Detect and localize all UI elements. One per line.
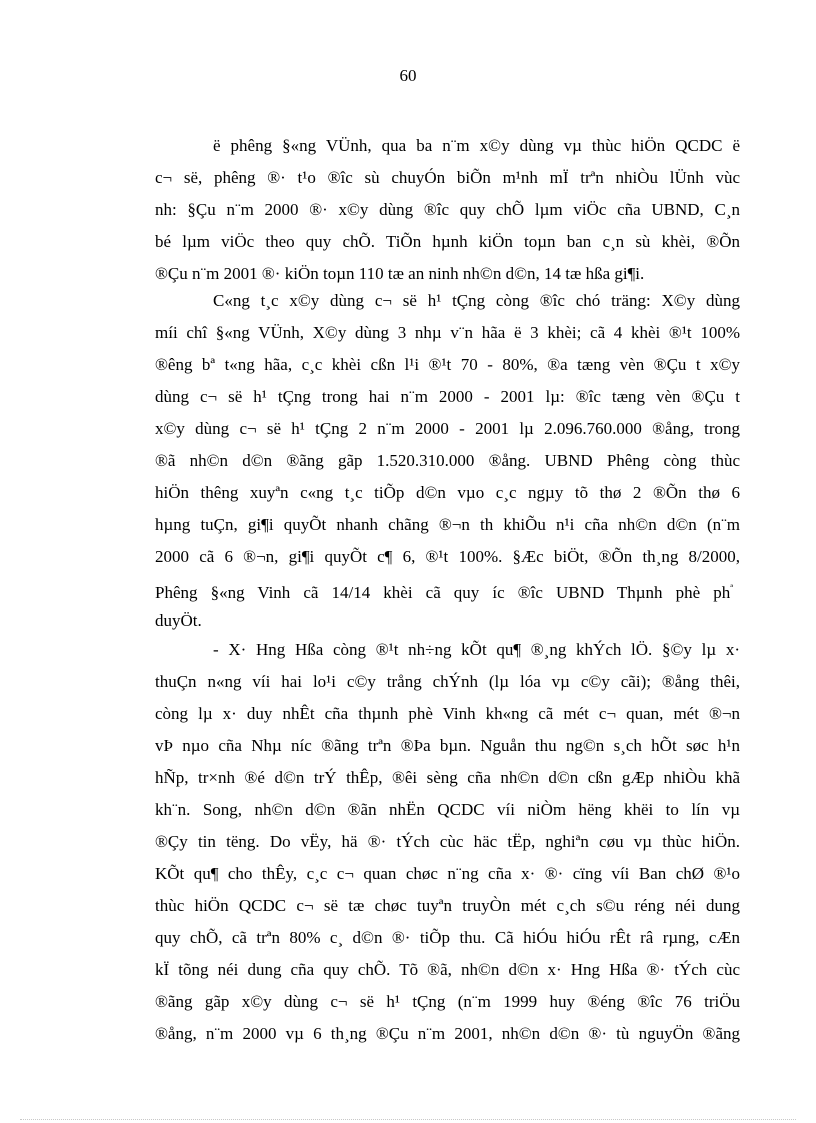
text-line: thùc hiÖn QCDC c¬ së tæ chøc tuyªn truyÒn mét c¸ch s©u réng néi dung [155,896,740,915]
text-line: ë phêng §«ng VÜnh, qua ba n¨m x©y dùng vµ thùc hiÖn QCDC ë [213,136,740,155]
text-line: KÕt qu¶ cho thÊy, c¸c c¬ quan chøc n¨ng cña x· ®· cïng víi Ban chØ ®¹o [155,864,740,883]
text-line: dùng c¬ së h¹ tÇng trong hai n¨m 2000 - 2001 lµ: ®îc tæng vèn ®Çu t [155,387,740,406]
text-line: ®Çy tin tëng. Do vËy, hä ®· tÝch cùc häc tËp, nghiªn cøu vµ thùc hiÖn. [155,832,740,851]
text-line: kÏ tõng néi dung cña quy chÕ. Tõ ®ã, nh©n d©n x· Hng Hßa ®· tÝch cùc [155,960,740,979]
text-line-content: Phêng §«ng Vinh cã 14/14 khèi cã quy íc ®îc UBND Thµnh phè ph [155,583,731,602]
page-bottom-divider [20,1119,796,1120]
superscript-mark: ª [730,583,733,594]
text-line: C«ng t¸c x©y dùng c¬ së h¹ tÇng còng ®îc chó träng: X©y dùng [213,291,740,310]
text-line: hµng tuÇn, gi¶i quyÕt nhanh chãng ®¬n th khiÕu n¹i cña nh©n d©n (n¨m [155,515,740,534]
text-line: quy chÕ, cã trªn 80% c¸ d©n ®· tiÕp thu. Cã hiÓu hiÓu rÊt râ rµng, cÆn [155,928,740,947]
text-line: ®ång, n¨m 2000 vµ 6 th¸ng ®Çu n¨m 2001, nh©n d©n ®· tù nguyÖn ®ãng [155,1024,740,1043]
text-line [155,576,733,602]
text-line: duyÖt. [155,611,202,630]
text-line: vÞ nµo cña Nhµ níc ®ãng trªn ®Þa bµn. Nguån thu ng©n s¸ch hÕt søc h¹n [155,736,740,755]
text-line: ®Çu n¨m 2001 ®· kiÖn toµn 110 tæ an ninh nh©n d©n, 14 tæ hßa gi¶i. [155,264,645,283]
text-line: bé lµm viÖc theo quy chÕ. TiÕn hµnh kiÖn toµn ban c¸n sù khèi, ®Õn [155,232,740,251]
text-line: míi chî §«ng VÜnh, X©y dùng 3 nhµ v¨n hãa ë 3 khèi; cã 4 khèi ®¹t 100% [155,323,740,342]
text-line: hÑp, tr×nh ®é d©n trÝ thÊp, ®êi sèng cña nh©n d©n cßn gÆp nhiÒu khã [155,768,740,787]
text-line: hiÖn thêng xuyªn c«ng t¸c tiÕp d©n vµo c¸c ngµy tõ thø 2 ®Õn thø 6 [155,483,740,502]
text-line: c¬ së, phêng ®· t¹o ®îc sù chuyÓn biÕn m¹nh mÏ trªn nhiÒu lÜnh vùc [155,168,740,187]
text-line: kh¨n. Song, nh©n d©n ®ãn nhËn QCDC víi niÒm hëng khëi to lín vµ [155,800,740,819]
text-line: thuÇn n«ng víi hai lo¹i c©y trång chÝnh (lµ lóa vµ c©y cãi); ®ång thêi, [155,672,740,691]
page-number: 60 [399,66,417,85]
text-line: ®ãng gãp x©y dùng c¬ së h¹ tÇng (n¨m 1999 huy ®éng ®îc 76 triÖu [155,992,740,1011]
text-line: - X· Hng Hßa còng ®¹t nh÷ng kÕt qu¶ ®¸ng khÝch lÖ. §©y lµ x· [213,640,740,659]
text-line: 2000 cã 6 ®¬n, gi¶i quyÕt c¶ 6, ®¹t 100%. §Æc biÖt, ®Õn th¸ng 8/2000, [155,547,740,566]
text-line: ®ã nh©n d©n ®ãng gãp 1.520.310.000 ®ång. UBND Phêng còng thùc [155,451,740,470]
text-line: còng lµ x· duy nhÊt cña thµnh phè Vinh kh«ng cã mét c¬ quan, mét ®¬n [155,704,740,723]
text-line: x©y dùng c¬ së h¹ tÇng 2 n¨m 2000 - 2001 lµ 2.096.760.000 ®ång, trong [155,419,740,438]
text-line: ®êng bª t«ng hãa, c¸c khèi cßn l¹i ®¹t 70 - 80%, ®a tæng vèn ®Çu t x©y [155,355,740,374]
text-line: nh: §Çu n¨m 2000 ®· x©y dùng ®îc quy chÕ lµm viÖc cña UBND, C¸n [155,200,740,219]
